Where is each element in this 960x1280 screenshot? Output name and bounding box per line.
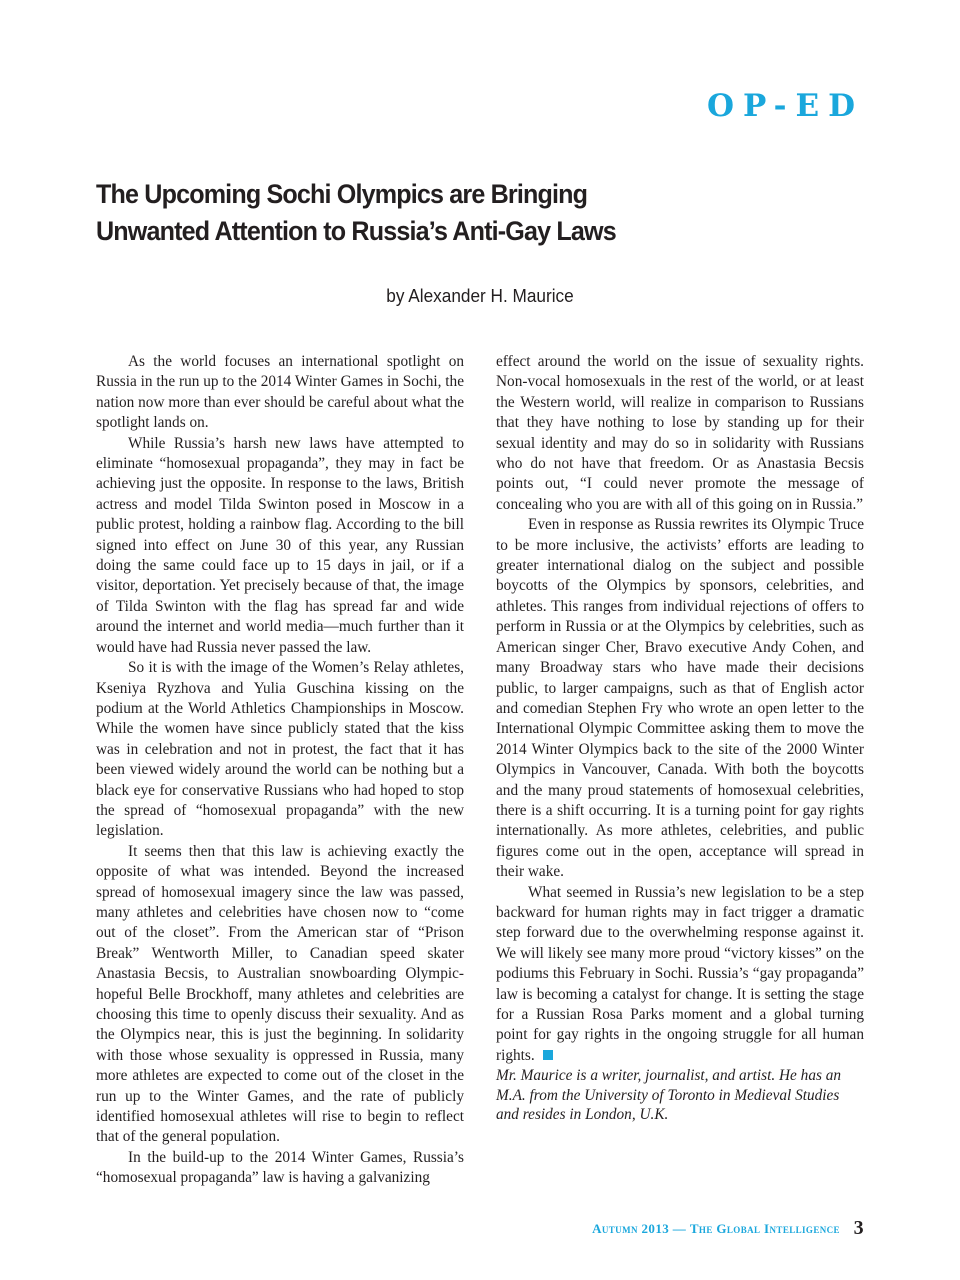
page-number: 3: [853, 1217, 864, 1239]
article-byline: by Alexander H. Maurice: [386, 285, 574, 306]
article-title-line-1: The Upcoming Sochi Olympics are Bringing: [96, 179, 588, 209]
footer-season: Autumn 2013: [592, 1221, 670, 1236]
footer-publication: The Global Intelligence: [689, 1221, 840, 1236]
paragraph: Even in response as Russia rewrites its Olympic Truce to be more inclusive, the activists’ efforts are leading to greater international dialog on the subject and possible boycotts of the Olympics by sponsors, celebrities, and athletes. This ranges from individual rejections of offers to perform in Russia or at the Olympics by celebrities, such as American singer Cher, Bravo executive Andy Cohen, and many Broadway stars who have made their decisions public, to larger campaigns, such as that of English actor and comedian Stephen Fry who wrote an open letter to the International Olympic Committee asking them to move the 2014 Winter Olympics back to the site of the 2000 Winter Olympics in Vancouver, Canada. With both the boycotts and the many proud statements of homosexual celebrities, there is a shift occurring. It is a turning point for gay rights internationally. As more athletes, celebrities, and public figures come out in the open, acceptance will spread in their wake.: [496, 516, 864, 881]
paragraph: While Russia’s harsh new laws have attempted to eliminate “homosexual propaganda”, they may in fact be achieving just the opposite. In response to the laws, British actress and model Tilda Swinton posed in Moscow in a public protest, holding a rainbow flag. According to the bill signed into effect on June 30 of this year, any Russian doing the same could face up to 15 days in jail, or if a visitor, deportation. Yet precisely because of that, the image of Tilda Swinton with the flag has spread far and wide around the internet and world media—much further than it would have had Russia never passed the law.: [96, 434, 464, 656]
article-column-right: [496, 352, 864, 1125]
page-footer: [592, 1217, 864, 1240]
footer-separator: —: [672, 1221, 687, 1236]
paragraph-text: What seemed in Russia’s new legislation to be a step backward for human rights may in fact trigger a dramatic step forward due to the overwhelming response against it. We will likely see many more proud “victory kisses” on the podiums this February in Sochi. Russia’s “gay propaganda” law is becoming a catalyst for change. It is setting the stage for a Russian Rosa Parks moment and a global turning point for gay rights in the ongoing struggle for all human rights.: [496, 883, 864, 1064]
article-title-line-2: Unwanted Attention to Russia’s Anti-Gay Laws: [96, 216, 616, 246]
section-label: OP-ED: [707, 88, 864, 124]
article-title: [96, 176, 691, 250]
article-column-left: [96, 352, 464, 1189]
paragraph: As the world focuses an international spotlight on Russia in the run up to the 2014 Winter Games in Sochi, the nation now more than ever should be careful about what the spotlight lands on.: [96, 353, 464, 432]
paragraph: So it is with the image of the Women’s Relay athletes, Kseniya Ryzhova and Yulia Guschina kissing on the podium at the World Athletics Championships in Moscow. While the women have since publicly stated that the kiss was in celebration and not in protest, the fact that it has been viewed widely around the world can be nothing but a black eye for conservative Russians who had hoped to stop the spread of “homosexual propaganda” with the new legislation.: [96, 659, 464, 840]
paragraph: It seems then that this law is achieving exactly the opposite of what was intended. Beyond the increased spread of homosexual imagery since the law was passed, many athletes and celebrities have chosen now to “come out of the closet”. From the American star of “Prison Break” Wentworth Miller, to Canadian speed skater Anastasia Becsis, to Australian snowboarding Olympic-hopeful Belle Brockhoff, many athletes and celebrities are choosing this time to openly discuss their sexuality. And as the Olympics near, this is just the beginning. In solidarity with those whose sexuality is oppressed in Russia, many more athletes are expected to come out of the closet in the run up to the Winter Games, and the rate of publicly identified homosexual athletes will rise to begin to reflect that of the general population.: [96, 842, 464, 1146]
paragraph: In the build-up to the 2014 Winter Games, Russia’s “homosexual propaganda” law is having a galvanizing: [96, 1148, 464, 1187]
end-of-article-icon: [543, 1050, 553, 1060]
paragraph: [496, 883, 864, 1067]
author-bio: Mr. Maurice is a writer, journalist, and artist. He has an M.A. from the University of Toronto in Medieval Studies and resides in London, U.K.: [496, 1067, 842, 1124]
paragraph-continued: effect around the world on the issue of sexuality rights. Non-vocal homosexuals in the rest of the world, or at least the Western world, will realize in comparison to Russians that they have nothing to lose by standing up for their sexual identity and may do so in solidarity with Russians who do not have that freedom. Or as Anastasia Becsis points out, “I could never promote the message of concealing who you are with all of this going on in Russia.”: [496, 353, 864, 513]
